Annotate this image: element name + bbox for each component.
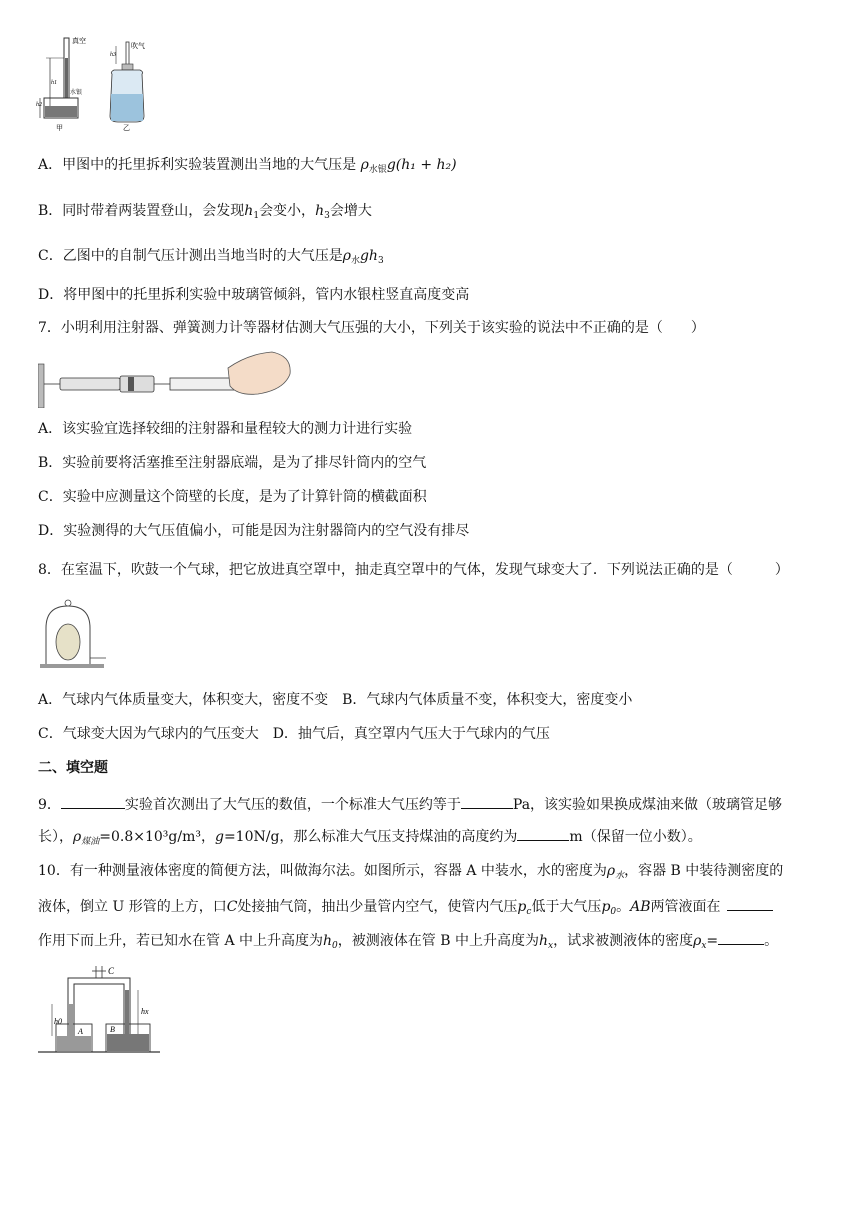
label-yi: 乙 [123, 125, 130, 132]
q6-option-b: B．同时带着两装置登山，会发现$h_1$会变小，$h_3$会增大 [38, 203, 372, 221]
label-jia: 甲 [56, 125, 63, 132]
q10-blank-1[interactable] [727, 896, 773, 911]
q6-option-d: D．将甲图中的托里拆利实验中玻璃管倾斜，管内水银柱竖直高度变高 [38, 287, 470, 303]
q7-option-b: B．实验前要将活塞推至注射器底端，是为了排尽针筒内的空气 [38, 455, 427, 471]
hare-apparatus-figure [38, 962, 160, 1058]
label-h1: h1 [51, 80, 57, 86]
q7-option-c: C．实验中应测量这个筒壁的长度，是为了计算针筒的横截面积 [38, 489, 427, 505]
q8-stem: 8．在室温下，吹鼓一个气球，把它放进真空罩中，抽走真空罩中的气体，发现气球变大了．下列说法正确的是（ ） [38, 562, 789, 578]
label-blow: 吹气 [131, 43, 145, 50]
q9-line1: 9． 实验首次测出了大气压的数值，一个标准大气压约等于 Pa，该实验如果换成煤油来做（玻璃管足够 [38, 794, 782, 815]
q8-options-ab: A．气球内气体质量变大，体积变大，密度不变 B．气球内气体质量不变，体积变大，密度变小 [38, 692, 633, 708]
label-vacuum: 真空 [72, 38, 86, 45]
q7-option-a: A．该实验宜选择较细的注射器和量程较大的测力计进行实验 [38, 421, 413, 437]
syringe-figure [38, 344, 298, 408]
label-h0: h0 [54, 1017, 62, 1026]
q10-line3: 作用下而上升，若已知水在管 A 中上升高度为$h_0$，被测液体在管 B 中上升高度为$h_x$，试求被测液体的密度$\rho_x=$ 。 [38, 930, 778, 956]
label-hx: hx [141, 1007, 149, 1016]
q6-option-c: C．乙图中的自制气压计测出当地当时的大气压是$\rho_水gh_3$ [38, 248, 384, 266]
label-h2: h2 [36, 102, 42, 108]
q10-line2: 液体，倒立 U 形管的上方，口C处接抽气筒，抽出少量管内空气，使管内气压$p_c$低于大气压$p_0$。AB两管液面在 [38, 896, 773, 922]
q9-blank-1[interactable] [61, 794, 125, 809]
q10-blank-2[interactable] [718, 930, 764, 945]
q7-stem: 7．小明利用注射器、弹簧测力计等器材估测大气压强的大小，下列关于该实验的说法中不正确的是（ ） [38, 320, 705, 336]
q10-line1: 10．有一种测量液体密度的简便方法，叫做海尔法。如图所示，容器 A 中装水，水的密度为$\rho_水$，容器 B 中装待测密度的 [38, 863, 784, 881]
label-B: B [110, 1025, 115, 1034]
q6-option-a: A．甲图中的托里拆利实验装置测出当地的大气压是 $\rho_{水银}g(h_1 + h_2)$ [38, 157, 457, 175]
label-A: A [78, 1027, 83, 1036]
bell-jar-figure [38, 598, 114, 672]
label-h3: h3 [110, 52, 116, 58]
q9-blank-3[interactable] [517, 826, 569, 841]
section-title: 二、填空题 [38, 760, 108, 776]
q9-blank-2[interactable] [461, 794, 513, 809]
label-C: C [108, 966, 115, 976]
q7-option-d: D．实验测得的大气压值偏小，可能是因为注射器筒内的空气没有排尽 [38, 523, 470, 539]
label-mercury: 水银 [70, 90, 83, 96]
barometer-figure [36, 34, 156, 134]
q8-options-cd: C．气球变大因为气球内的气压变大 D．抽气后，真空罩内气压大于气球内的气压 [38, 726, 550, 742]
q9-line2: 长），$\rho_{煤油}=0.8\times 10^3g/m^3$，g=10N/g，那么标准大气压支持煤油的高度约为 m（保留一位小数）。 [38, 826, 702, 852]
